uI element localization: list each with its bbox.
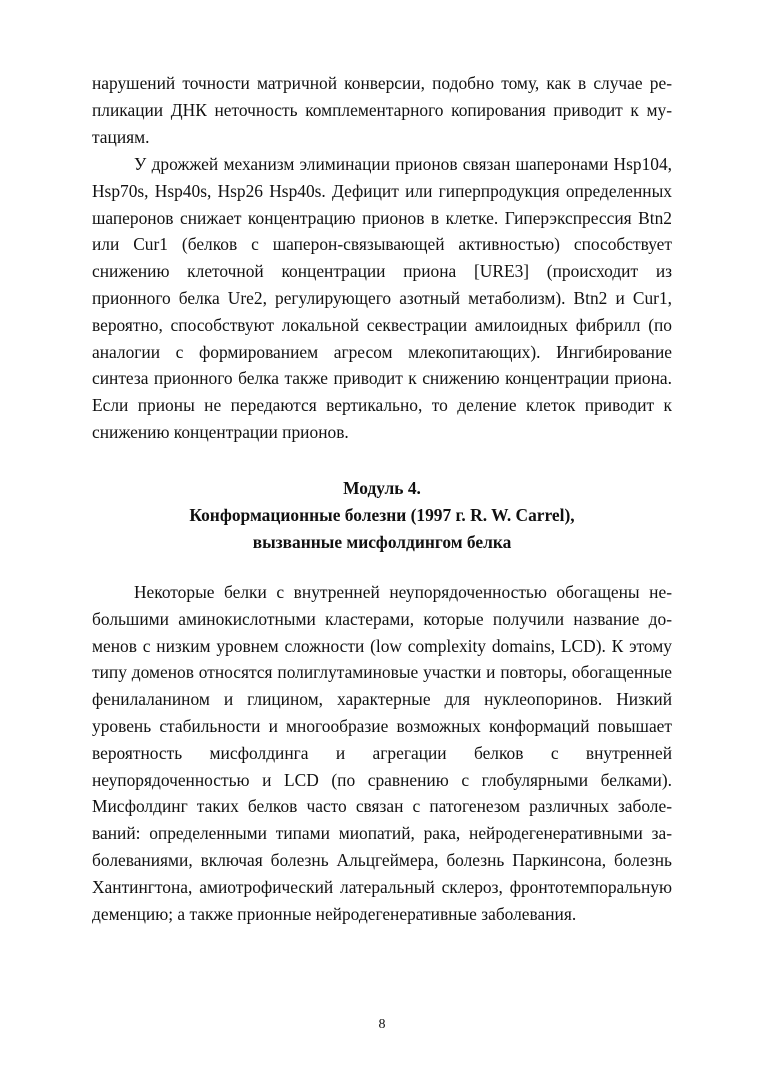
heading-module-number: Модуль 4. xyxy=(343,478,421,498)
paragraph-continuation: нарушений точности матричной конверсии, подобно тому, как в случае репликации ДНК неточность комплементарного копирования приводит к мутациям. xyxy=(92,73,672,147)
heading-title-line-1: Конформационные болезни (1997 г. R. W. Carrel), xyxy=(189,504,575,525)
paragraph-lcd-proteins: Некоторые белки с внутренней неупорядоченностью обогащены небольшими аминокислотными кластерами, которые получили название доменов с низким уровнем сложности (low complexity domains, LCD). К этому типу доменов относятся полиглутаминовые участки и повторы, обогащенные фенилаланином и глицином, характерные для нуклеопоринов. Низкий уровень стабильности и многообразие возможных конформаций повышает вероятность мисфолдинга и агрегации белков с внутренней неупорядоченностью и LCD (по сравнению с глобулярными белками). Мисфолдинг таких белков часто связан с патогенезом различных заболеваний: определенными типами миопатий, рака, нейродегенеративными заболеваниями, включая болезнь Альцгеймера, болезнь Паркинсона, болезнь Хантингтона, амиотрофический латеральный склероз, фронтотемпоральную деменцию; а также прионные нейродегенеративные заболевания. xyxy=(92,582,672,924)
heading-title-line-2: вызванные мисфолдингом белка xyxy=(252,531,512,552)
page-number: 8 xyxy=(378,1017,386,1032)
paragraph-yeast-prions: У дрожжей механизм элиминации прионов связан шаперонами Hsp104, Hsp70s, Hsp40s, Hsp26 Hsp40s. Дефицит или гиперпродукция определенных шаперонов снижает концентрацию прионов в клетке. Гиперэкспрессия Btn2 или Cur1 (белков с шаперон-связывающей активностью) способствует снижению клеточной концентрации приона [URE3] (происходит из прионного белка Ure2, регулирующего азотный метаболизм). Btn2 и Cur1, вероятно, способствуют локальной секвестрации амилоидных фибрилл (по аналогии с формированием агресом млекопитающих). Ингибирование синтеза прионного белка также приводит к снижению концентрации приона. Если прионы не передаются вертикально, то деление клеток приводит к снижению концентрации прионов. xyxy=(92,154,672,442)
section-heading xyxy=(92,475,672,555)
